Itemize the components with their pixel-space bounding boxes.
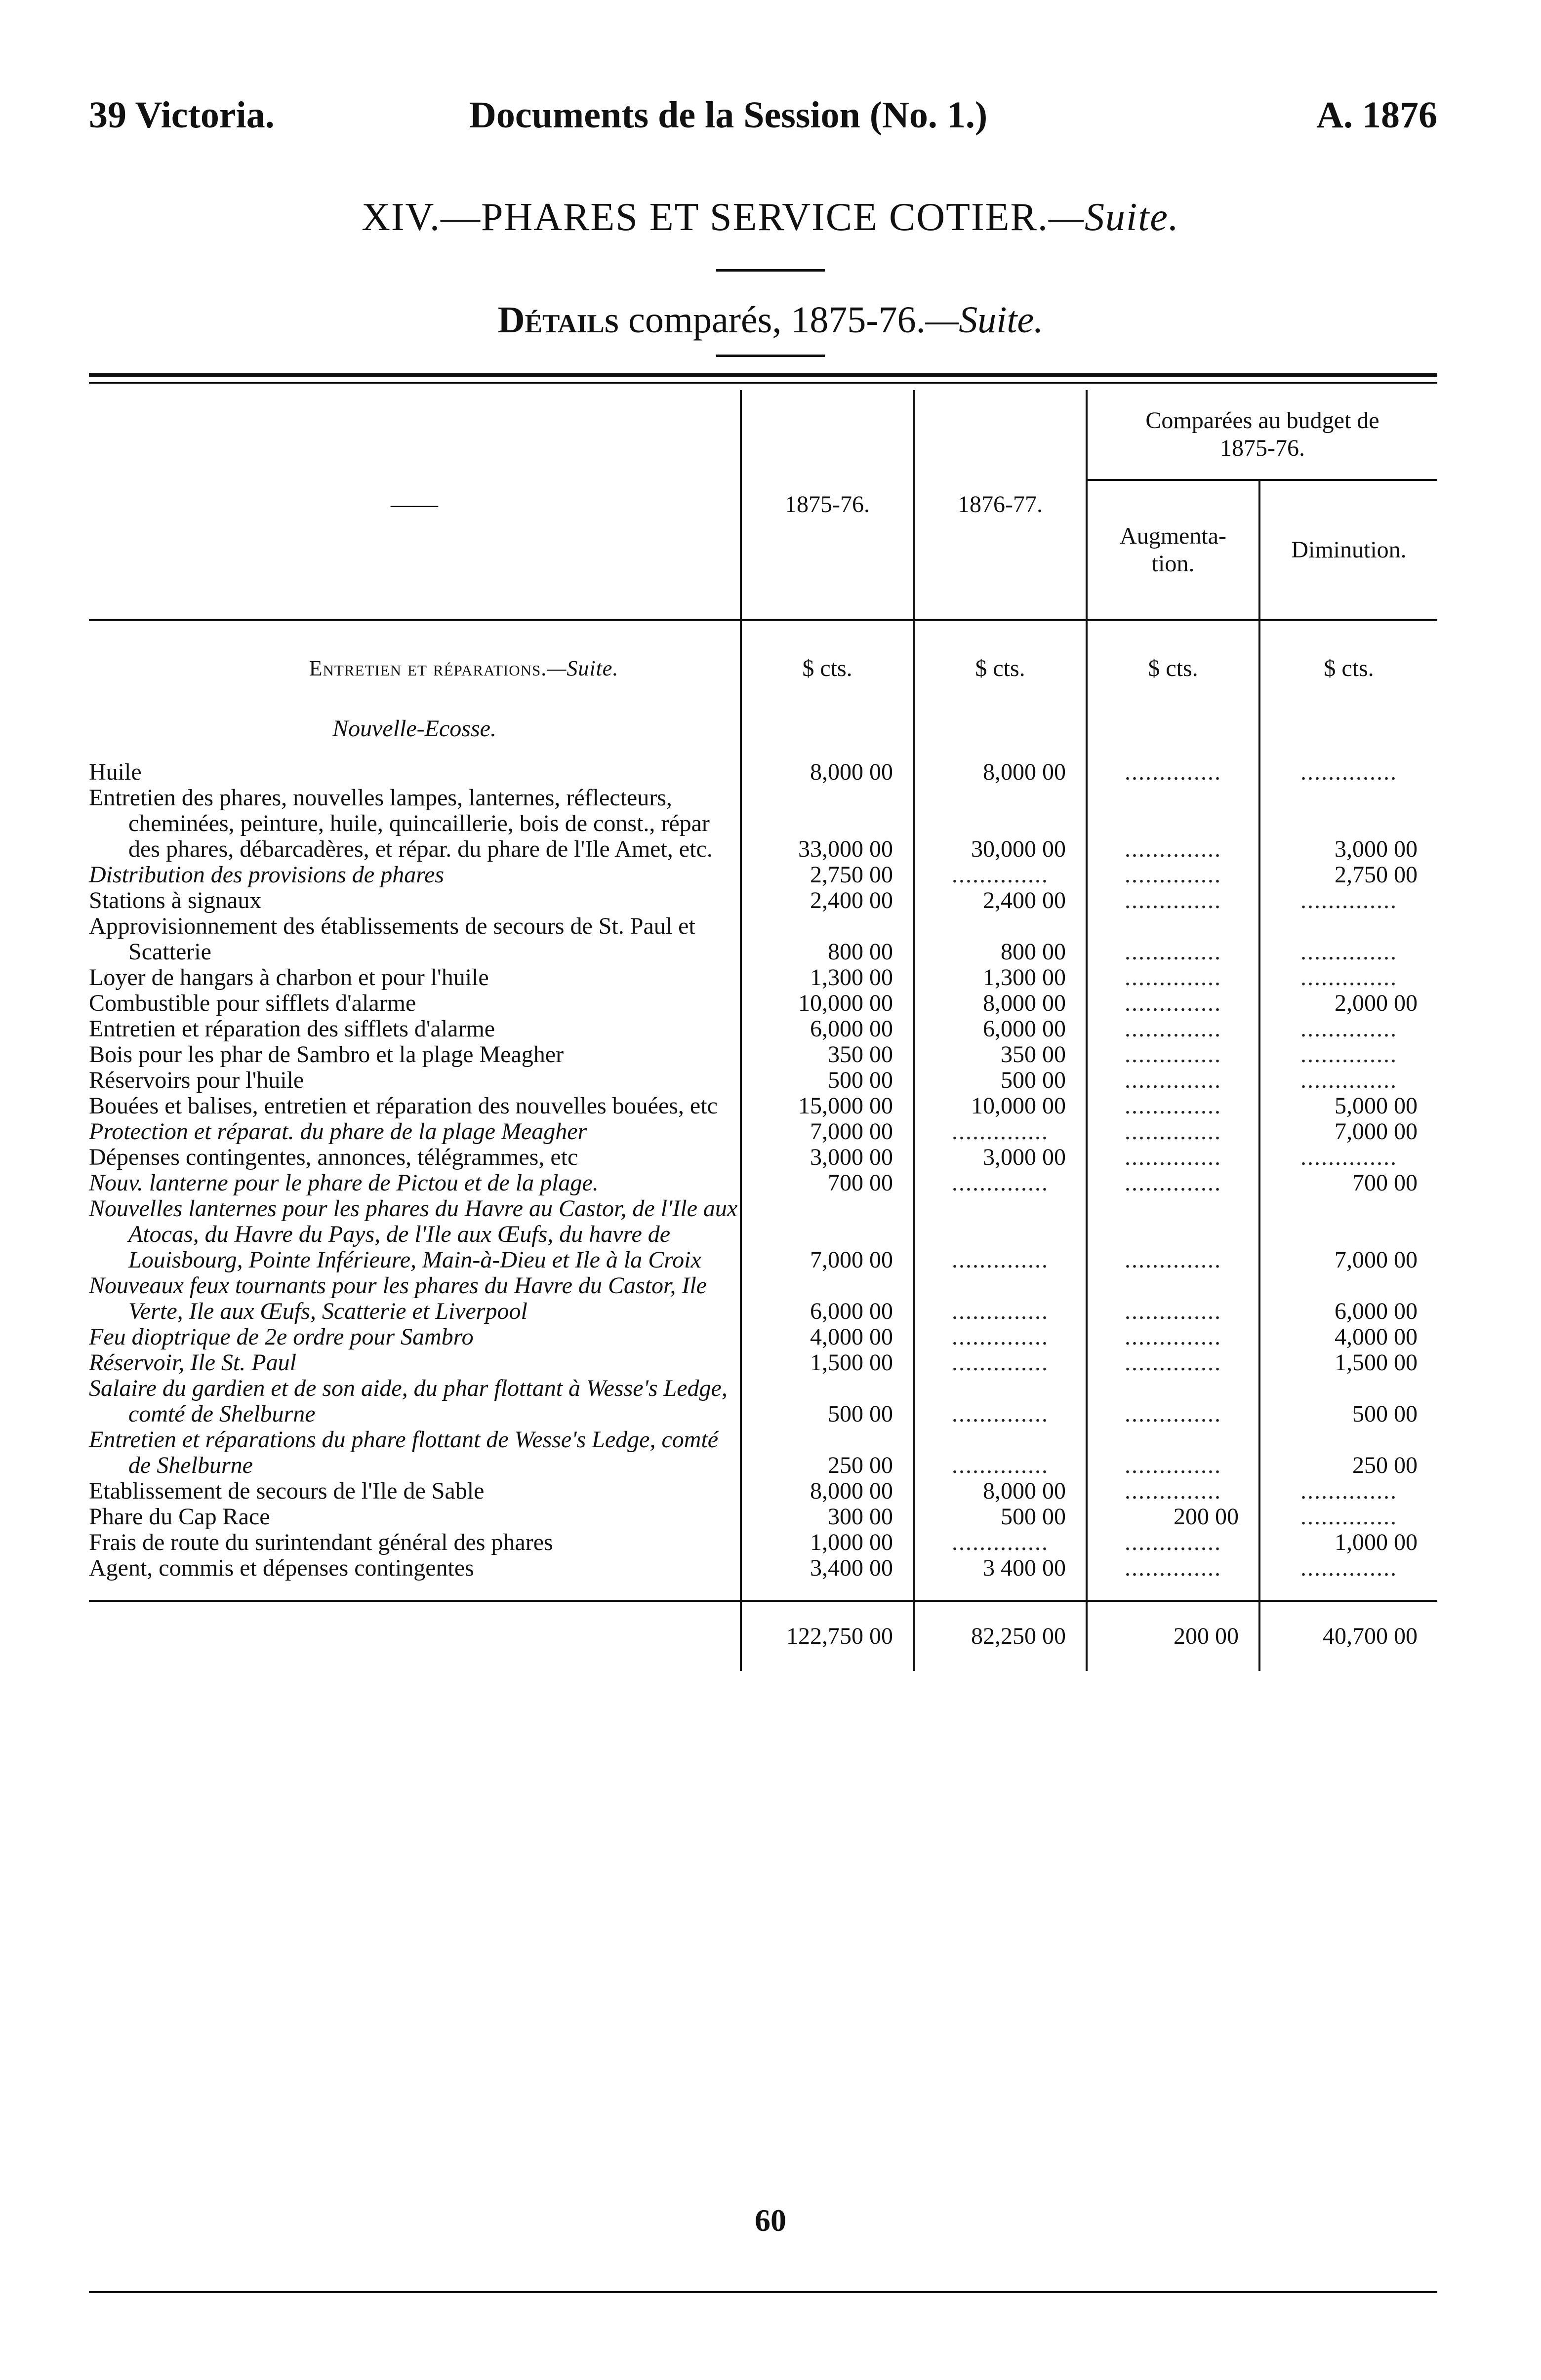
row-value-1876: .............. <box>914 1427 1087 1478</box>
row-value-1875: 8,000 00 <box>741 1478 914 1504</box>
row-value-1876: 8,000 00 <box>914 1478 1087 1504</box>
row-value-diminution: 1,000 00 <box>1259 1530 1437 1555</box>
row-label: Protection et réparat. du phare de la plage Meagher <box>89 1118 587 1145</box>
row-value-augment: .............. <box>1087 1145 1259 1170</box>
row-value-augment: .............. <box>1087 1376 1259 1427</box>
row-value-1875: 1,500 00 <box>741 1350 914 1376</box>
row-value-1876: .............. <box>914 1170 1087 1196</box>
row-value-1876: .............. <box>914 1273 1087 1324</box>
short-divider <box>716 355 825 357</box>
row-value-1875: 3,000 00 <box>741 1145 914 1170</box>
row-value-1876: 8,000 00 <box>914 991 1087 1016</box>
row-value-augment: .............. <box>1087 759 1259 785</box>
stub-header: —— <box>89 390 741 620</box>
row-value-1876: .............. <box>914 1376 1087 1427</box>
row-value-augment: .............. <box>1087 1068 1259 1093</box>
unit-diminution: $ cts. <box>1259 620 1437 715</box>
table-row <box>89 1145 1437 1170</box>
row-value-diminution: .............. <box>1259 1016 1437 1042</box>
section-head <box>89 620 741 715</box>
row-value-augment: .............. <box>1087 991 1259 1016</box>
section-title-text: XIV.—PHARES ET SERVICE COTIER. <box>362 196 1049 239</box>
row-value-augment: .............. <box>1087 862 1259 888</box>
table-row <box>89 1478 1437 1504</box>
row-value-augment: .............. <box>1087 785 1259 862</box>
row-label-cell <box>89 1196 741 1273</box>
row-value-1876: .............. <box>914 862 1087 888</box>
row-value-augment: .............. <box>1087 888 1259 913</box>
row-value-augment: .............. <box>1087 1042 1259 1068</box>
table-row <box>89 991 1437 1016</box>
row-label: Entretien des phares, nouvelles lampes, lanternes, réflecteurs, cheminées, peinture, huile, quincaillerie, bois de const., répar des phares, débarcadères, et répar. du phare de l'Ile Amet, etc. <box>89 785 713 862</box>
row-value-diminution: 4,000 00 <box>1259 1324 1437 1350</box>
row-label-cell <box>89 862 741 888</box>
row-value-1875: 3,400 00 <box>741 1555 914 1581</box>
sub-title <box>0 299 1541 342</box>
table-row <box>89 1042 1437 1068</box>
row-label-cell <box>89 1093 741 1119</box>
row-label: Nouveaux feux tournants pour les phares du Havre du Castor, Ile Verte, Ile aux Œufs, Scatterie et Liverpool <box>89 1272 707 1324</box>
row-label: Nouv. lanterne pour le phare de Pictou et de la plage. <box>89 1170 599 1196</box>
row-value-diminution: 700 00 <box>1259 1170 1437 1196</box>
row-value-augment: .............. <box>1087 1093 1259 1119</box>
row-value-diminution: .............. <box>1259 1068 1437 1093</box>
table-row <box>89 862 1437 888</box>
row-value-diminution: .............. <box>1259 913 1437 965</box>
header-volume: 39 Victoria. <box>89 94 275 136</box>
row-label-cell <box>89 759 741 785</box>
row-label: Bois pour les phar de Sambro et la plage Meagher <box>89 1041 564 1068</box>
table-row <box>89 888 1437 913</box>
row-label-cell <box>89 1170 741 1196</box>
table-row <box>89 1350 1437 1376</box>
table-row <box>89 1530 1437 1555</box>
row-label: Feu dioptrique de 2e ordre pour Sambro <box>89 1324 474 1350</box>
row-value-1875: 800 00 <box>741 913 914 965</box>
row-value-diminution: .............. <box>1259 888 1437 913</box>
row-label-cell <box>89 1427 741 1478</box>
row-value-1875: 8,000 00 <box>741 759 914 785</box>
total-augment: 200 00 <box>1087 1601 1259 1671</box>
row-value-1876: 500 00 <box>914 1504 1087 1530</box>
col-header-diminution: Diminution. <box>1259 480 1437 620</box>
row-value-augment: .............. <box>1087 1324 1259 1350</box>
row-value-1875: 500 00 <box>741 1068 914 1093</box>
row-label: Distribution des provisions de phares <box>89 862 445 888</box>
row-value-diminution: .............. <box>1259 1555 1437 1581</box>
row-value-1876: 2,400 00 <box>914 888 1087 913</box>
row-label: Réservoir, Ile St. Paul <box>89 1349 296 1376</box>
row-label-cell <box>89 913 741 965</box>
table-row <box>89 1093 1437 1119</box>
row-label: Dépenses contingentes, annonces, télégrammes, etc <box>89 1144 578 1170</box>
row-value-augment: .............. <box>1087 1273 1259 1324</box>
comparison-table <box>89 390 1437 1671</box>
row-value-diminution: 1,500 00 <box>1259 1350 1437 1376</box>
row-label: Agent, commis et dépenses contingentes <box>89 1555 474 1581</box>
table-row <box>89 759 1437 785</box>
table-row <box>89 1170 1437 1196</box>
row-label: Réservoirs pour l'huile <box>89 1067 304 1093</box>
row-label: Bouées et balises, entretien et réparation des nouvelles bouées, etc <box>89 1093 718 1119</box>
total-1875: 122,750 00 <box>741 1601 914 1671</box>
row-value-augment: .............. <box>1087 913 1259 965</box>
row-value-augment: .............. <box>1087 1016 1259 1042</box>
row-value-diminution: .............. <box>1259 1478 1437 1504</box>
row-value-1876: .............. <box>914 1196 1087 1273</box>
row-value-1876: 30,000 00 <box>914 785 1087 862</box>
section-head-text: Entretien et réparations. <box>309 656 547 680</box>
row-value-augment: .............. <box>1087 1119 1259 1145</box>
table-row <box>89 1427 1437 1478</box>
row-label-cell <box>89 1016 741 1042</box>
row-label-cell <box>89 965 741 991</box>
row-value-augment: .............. <box>1087 1530 1259 1555</box>
row-value-1875: 6,000 00 <box>741 1016 914 1042</box>
row-value-1876: .............. <box>914 1350 1087 1376</box>
page-number: 60 <box>755 2203 786 2238</box>
table-bottom-rule <box>89 2291 1437 2293</box>
row-value-augment: 200 00 <box>1087 1504 1259 1530</box>
row-value-augment: .............. <box>1087 1196 1259 1273</box>
running-header <box>89 94 1437 148</box>
table-body <box>89 759 1437 1581</box>
sub-title-suffix: —Suite. <box>925 299 1044 341</box>
row-label: Frais de route du surintendant général des phares <box>89 1529 553 1555</box>
table-row <box>89 1119 1437 1145</box>
table-row <box>89 1016 1437 1042</box>
row-value-1875: 300 00 <box>741 1504 914 1530</box>
row-label-cell <box>89 1042 741 1068</box>
row-value-augment: .............. <box>1087 965 1259 991</box>
unit-1875: $ cts. <box>741 620 914 715</box>
row-value-augment: .............. <box>1087 1478 1259 1504</box>
section-title-suffix: —Suite. <box>1048 196 1179 239</box>
sub-title-smallcaps: Détails <box>497 299 619 341</box>
row-value-diminution: 5,000 00 <box>1259 1093 1437 1119</box>
row-value-augment: .............. <box>1087 1555 1259 1581</box>
unit-augment: $ cts. <box>1087 620 1259 715</box>
row-value-1876: 6,000 00 <box>914 1016 1087 1042</box>
row-value-diminution: 500 00 <box>1259 1376 1437 1427</box>
row-label-cell <box>89 1478 741 1504</box>
table-row <box>89 1324 1437 1350</box>
row-value-1875: 2,750 00 <box>741 862 914 888</box>
row-label: Combustible pour sifflets d'alarme <box>89 990 416 1016</box>
row-value-diminution: 6,000 00 <box>1259 1273 1437 1324</box>
row-value-1876: 10,000 00 <box>914 1093 1087 1119</box>
row-value-1875: 700 00 <box>741 1170 914 1196</box>
header-year: A. 1876 <box>1316 94 1437 136</box>
row-label-cell <box>89 1119 741 1145</box>
row-label-cell <box>89 1555 741 1581</box>
row-label-cell <box>89 1376 741 1427</box>
province-heading: Nouvelle-Ecosse. <box>332 715 496 742</box>
row-value-diminution: 2,000 00 <box>1259 991 1437 1016</box>
row-label: Approvisionnement des établissements de secours de St. Paul et Scatterie <box>89 913 695 965</box>
table-row <box>89 1196 1437 1273</box>
unit-1876: $ cts. <box>914 620 1087 715</box>
table-row <box>89 1068 1437 1093</box>
table-row <box>89 965 1437 991</box>
row-value-1876: 3 400 00 <box>914 1555 1087 1581</box>
row-label-cell <box>89 1324 741 1350</box>
row-value-1876: .............. <box>914 1119 1087 1145</box>
row-label: Entretien et réparations du phare flottant de Wesse's Ledge, comté de Shelburne <box>89 1427 719 1478</box>
row-value-1875: 4,000 00 <box>741 1324 914 1350</box>
table-top-rule <box>89 373 1437 384</box>
total-diminution: 40,700 00 <box>1259 1601 1437 1671</box>
row-label-cell <box>89 1350 741 1376</box>
row-value-1875: 7,000 00 <box>741 1119 914 1145</box>
table-row <box>89 1376 1437 1427</box>
row-label-cell <box>89 1504 741 1530</box>
row-label: Huile <box>89 759 142 785</box>
short-divider <box>716 269 825 272</box>
table-row <box>89 1273 1437 1324</box>
row-value-1875: 7,000 00 <box>741 1196 914 1273</box>
row-label: Loyer de hangars à charbon et pour l'huile <box>89 964 489 991</box>
row-value-1875: 250 00 <box>741 1427 914 1478</box>
table-row <box>89 913 1437 965</box>
row-label-cell <box>89 785 741 862</box>
row-value-diminution: .............. <box>1259 1504 1437 1530</box>
row-label-cell <box>89 991 741 1016</box>
row-value-1875: 1,300 00 <box>741 965 914 991</box>
row-value-diminution: 7,000 00 <box>1259 1119 1437 1145</box>
row-label: Nouvelles lanternes pour les phares du Havre au Castor, de l'Ile aux Atocas, du Havre du Pays, de l'Ile aux Œufs, du havre de Louisbourg, Pointe Inférieure, Main-à-Dieu et Ile à la Croix <box>89 1195 738 1273</box>
row-value-1875: 500 00 <box>741 1376 914 1427</box>
table-row <box>89 1555 1437 1581</box>
totals-stub <box>89 1601 741 1671</box>
row-value-1876: .............. <box>914 1324 1087 1350</box>
totals-row <box>89 1601 1437 1671</box>
row-value-diminution: 250 00 <box>1259 1427 1437 1478</box>
total-1876: 82,250 00 <box>914 1601 1087 1671</box>
col-header-1876: 1876-77. <box>914 390 1087 620</box>
row-label-cell <box>89 1273 741 1324</box>
header-documents: Documents de la Session (No. 1.) <box>469 94 988 136</box>
row-value-augment: .............. <box>1087 1427 1259 1478</box>
row-label: Stations à signaux <box>89 887 262 913</box>
row-value-diminution: .............. <box>1259 1145 1437 1170</box>
row-value-diminution: 7,000 00 <box>1259 1196 1437 1273</box>
row-label-cell <box>89 1145 741 1170</box>
row-value-1875: 33,000 00 <box>741 785 914 862</box>
row-value-1876: 500 00 <box>914 1068 1087 1093</box>
col-header-augment: Augmenta-tion. <box>1087 480 1259 620</box>
row-label-cell <box>89 1068 741 1093</box>
row-value-1876: 350 00 <box>914 1042 1087 1068</box>
row-value-diminution: .............. <box>1259 1042 1437 1068</box>
section-head-suffix: —Suite. <box>547 656 619 680</box>
row-value-1875: 1,000 00 <box>741 1530 914 1555</box>
col-header-1875: 1875-76. <box>741 390 914 620</box>
row-value-1875: 15,000 00 <box>741 1093 914 1119</box>
row-label: Phare du Cap Race <box>89 1504 270 1530</box>
row-value-diminution: .............. <box>1259 759 1437 785</box>
row-label-cell <box>89 1530 741 1555</box>
row-value-augment: .............. <box>1087 1350 1259 1376</box>
row-label-cell <box>89 888 741 913</box>
col-header-compare: Comparées au budget de 1875-76. <box>1087 390 1437 480</box>
row-value-1876: 800 00 <box>914 913 1087 965</box>
row-value-diminution: 2,750 00 <box>1259 862 1437 888</box>
sub-title-text: comparés, 1875-76. <box>619 299 926 341</box>
row-label: Salaire du gardien et de son aide, du phar flottant à Wesse's Ledge, comté de Shelburne <box>89 1375 728 1427</box>
row-value-diminution: .............. <box>1259 965 1437 991</box>
row-value-1875: 6,000 00 <box>741 1273 914 1324</box>
row-label: Etablissement de secours de l'Ile de Sable <box>89 1478 485 1504</box>
row-value-1876: 1,300 00 <box>914 965 1087 991</box>
table-row <box>89 1504 1437 1530</box>
row-value-1875: 350 00 <box>741 1042 914 1068</box>
row-label: Entretien et réparation des sifflets d'alarme <box>89 1016 495 1042</box>
row-value-1875: 2,400 00 <box>741 888 914 913</box>
row-value-1876: 3,000 00 <box>914 1145 1087 1170</box>
row-value-1876: .............. <box>914 1530 1087 1555</box>
section-title <box>0 195 1541 240</box>
row-value-1875: 10,000 00 <box>741 991 914 1016</box>
row-value-augment: .............. <box>1087 1170 1259 1196</box>
row-value-diminution: 3,000 00 <box>1259 785 1437 862</box>
row-value-1876: 8,000 00 <box>914 759 1087 785</box>
table-row <box>89 785 1437 862</box>
